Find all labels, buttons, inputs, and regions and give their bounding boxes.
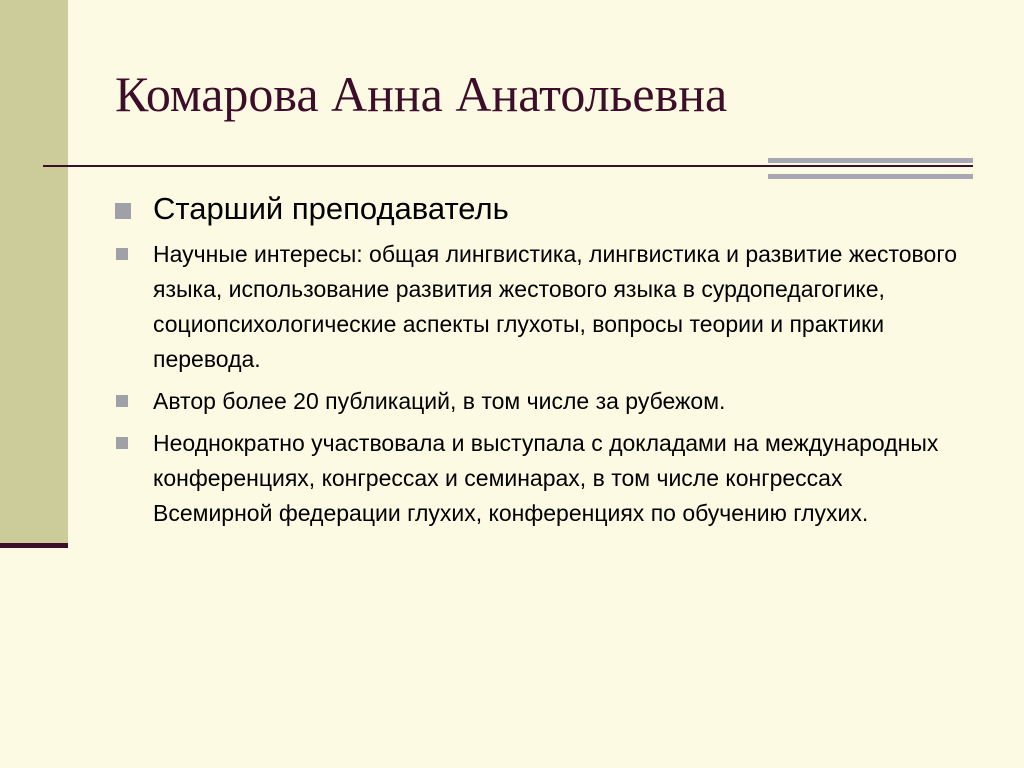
slide-title: Комарова Анна Анатольевна (115, 66, 728, 122)
accent-stripe-top (768, 158, 973, 163)
accent-stripe-bottom (768, 174, 973, 179)
accent-stripes (768, 158, 973, 179)
square-bullet-icon (115, 203, 131, 219)
list-item (113, 190, 963, 227)
left-decorative-band (0, 0, 68, 543)
square-bullet-icon (116, 395, 128, 407)
accent-stripe-middle (768, 165, 973, 167)
square-bullet-icon (116, 248, 128, 260)
left-band-rule (0, 543, 68, 548)
position-text: Старший преподаватель (153, 191, 509, 226)
square-bullet-icon (116, 437, 128, 449)
publications-text: Автор более 20 публикаций, в том числе за рубежом. (153, 388, 726, 415)
bullet-list (113, 190, 963, 538)
research-interests-text: Научные интересы: общая лингвистика, лингвистика и развитие жестового языка, использование развития жестового языка в сурдопедагогике, социопсихологические аспекты глухоты, вопросы теории и практики перевода. (153, 241, 957, 373)
list-item (113, 237, 963, 377)
conferences-text: Неоднократно участвовала и выступала с докладами на международных конференциях, конгрессах и семинарах, в том числе конгрессах Всемирной федерации глухих, конференциях по обучению глухих. (153, 430, 939, 527)
list-item (113, 384, 963, 419)
list-item (113, 426, 963, 531)
